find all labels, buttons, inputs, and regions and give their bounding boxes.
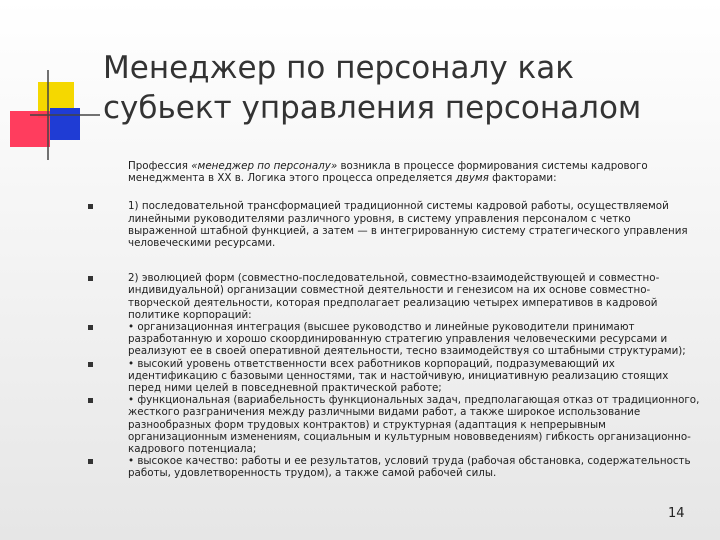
list-item [128,394,700,455]
square-bullet-icon [88,204,93,209]
list-item [128,321,700,358]
list-item-text: • функциональная (вариабельность функциональных задач, предполагающая отказ от традиционного, жесткого разграничения между различными видами работ, а также широкое использование разнообразных форм трудовых контрактов) и структурная (адаптация к непрерывным организационным изменениям, социальным и культурным нововведениям) гибкость организационно-кадрового потенциала; [128,394,700,456]
list-item-text: 2) эволюцией форм (совместно-последовательной, совместно-взаимодействующей и совместно-индивидуальной) организации совместной деятельности и генезисом на их основе совместно-творческой деятельности, которая предполагает реализацию четырех императивов в кадровой политике корпораций: [128,272,660,321]
list-item-text: • высокое качество: работы и ее результатов, условий труда (рабочая обстановка, содержательность работы, удовлетворенность трудом), а также самой рабочей силы. [128,455,691,480]
slide-number: 14 [668,506,685,521]
square-bullet-icon [88,362,93,367]
list-item [128,358,700,395]
red-square [10,111,50,147]
blue-square [50,108,80,140]
list-item [128,200,700,249]
list-item-text: • организационная интеграция (высшее руководство и линейные руководители принимают разработанную и хорошо скоординированную стратегию управления человеческими ресурсами и реализуют ее в своей оперативной деятельности, тесно взаимодействуя со штабными структурами); [128,321,686,358]
slide-body [128,160,700,480]
square-bullet-icon [88,398,93,403]
list-item [128,455,700,479]
list-item [128,272,700,321]
title-line-1: Менеджер по персоналу как [103,50,574,86]
intro-emphasis-1: «менеджер по персоналу» [191,160,338,172]
intro-text-3: факторами: [488,172,557,185]
square-bullet-icon [88,325,93,330]
title-line-2: субьект управления персоналом [103,90,642,126]
intro-text-2: возникла в процессе формирования системы кадрового менеджмента в XX в. Логика этого процесса определяется [128,160,648,185]
decorative-squares-logo [0,0,100,160]
slide-title [103,48,703,128]
square-bullet-icon [88,276,93,281]
list-item-text: • высокий уровень ответственности всех работников корпораций, подразумевающий их идентификацию с базовыми ценностями, так и настойчивую, инициативную реализацию стоящих перед ними целей в повседневной практической работе; [128,357,669,395]
list-item-text: 1) последовательной трансформацией традиционной системы кадровой работы, осуществляемой линейными руководителями различного уровня, в систему управления персоналом с четко выраженной штабной функцией, а затем — в интегрированную систему стратегического управления человеческими ресурсами. [128,200,688,250]
square-bullet-icon [88,459,93,464]
intro-emphasis-2: двумя [455,172,489,185]
intro-paragraph [128,160,700,184]
intro-text-1: Профессия [128,160,192,172]
